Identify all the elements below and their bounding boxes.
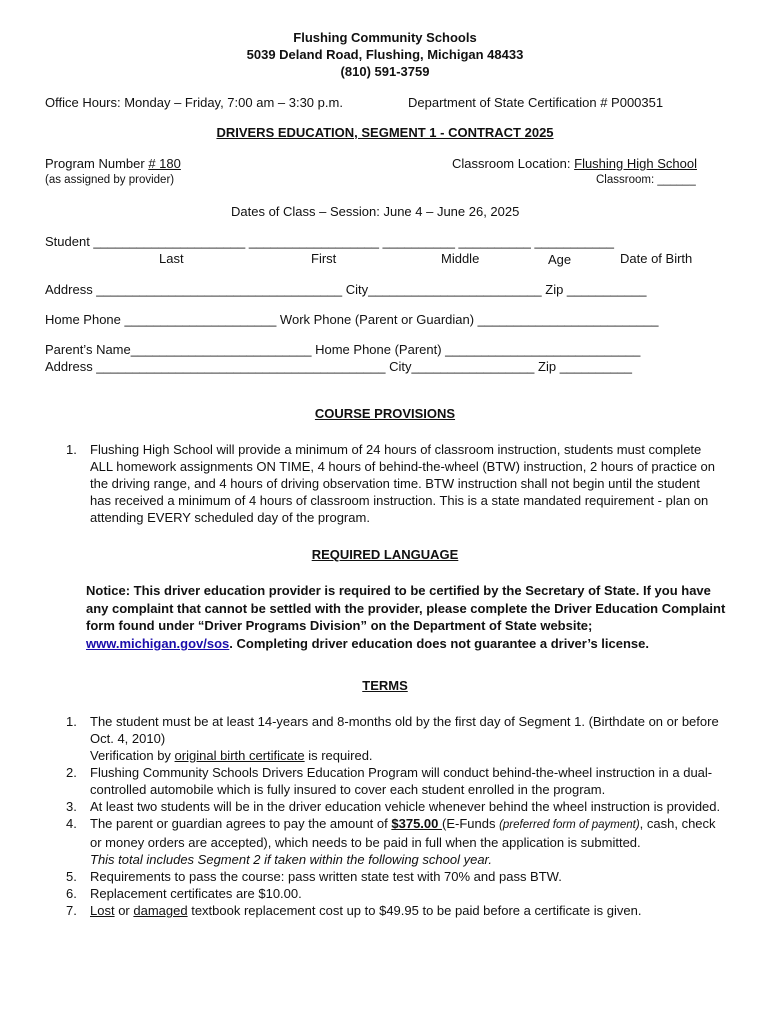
classroom-location-label: Classroom Location: (452, 156, 575, 171)
parent-name-line[interactable]: Parent’s Name_________________________ Home Phone (Parent) ___________________________ (45, 342, 641, 357)
label-last: Last (159, 251, 184, 266)
list-item (62, 885, 722, 902)
label-first: First (311, 251, 337, 266)
org-phone: (810) 591-3759 (340, 64, 430, 79)
birth-certificate-text: original birth certificate (174, 748, 305, 763)
list-item-text: The parent or guardian agrees to pay the amount of (90, 816, 392, 831)
damaged-text: damaged (133, 903, 188, 918)
list-item (62, 764, 722, 798)
list-item-number: 1. (66, 714, 77, 729)
program-number-label: Program Number (45, 156, 149, 171)
program-number (45, 155, 181, 172)
phone-line[interactable]: Home Phone _____________________ Work Phone (Parent or Guardian) _________________________ (45, 312, 659, 327)
program-number-note: (as assigned by provider) (45, 174, 175, 186)
class-dates: Dates of Class – Session: June 4 – June 26, 2025 (231, 204, 520, 219)
terms-title: TERMS (362, 678, 408, 693)
list-item-text: textbook replacement cost up to $49.95 to be paid before a certificate is given. (187, 903, 642, 918)
program-number-value: # 180 (148, 156, 181, 171)
course-provisions-title: COURSE PROVISIONS (314, 406, 456, 421)
or-text: or (114, 903, 134, 918)
classroom-location-value: Flushing High School (574, 156, 697, 171)
terms-list (62, 713, 722, 919)
notice-text: Notice: This driver education provider is required to be certified by the Secretary of State. If you have any complaint that cannot be settled with the provider, please complete the Driver Education Complaint form found under “Driver Programs Division” on the Department of State website; (86, 583, 726, 634)
org-name: Flushing Community Schools (293, 30, 477, 45)
payment-method-text: (E-Funds (441, 816, 500, 831)
org-address: 5039 Deland Road, Flushing, Michigan 48433 (246, 47, 524, 62)
payment-text-end: , cash, check or money orders are accepted), which needs to be paid in full when the application is submitted. (90, 816, 716, 850)
payment-amount: $375.00 (391, 816, 442, 831)
list-item (62, 868, 722, 885)
list-item-number: 6. (66, 886, 77, 901)
list-item (62, 798, 722, 815)
list-item (62, 815, 722, 868)
required-language-title: REQUIRED LANGUAGE (311, 547, 459, 562)
list-item (62, 441, 722, 526)
student-address-line[interactable]: Address __________________________________ City________________________ Zip ___________ (45, 282, 647, 297)
classroom-room: Classroom: ______ (596, 174, 696, 186)
list-item-text: Replacement certificates are $10.00. (90, 886, 302, 901)
classroom-location (452, 155, 697, 172)
list-item-text: Flushing High School will provide a minimum of 24 hours of classroom instruction, students must complete ALL homework assignments ON TIME, 4 hours of behind-the-wheel (BTW) instruction, 2 hours of practice on the driving range, and 4 hours of driving observation time. BTW instruction shall not begin until the student has received a minimum of 4 hours of classroom instruction. This is a state mandated requirement - plan on attending EVERY scheduled day of the program. (90, 442, 715, 525)
label-middle: Middle (441, 251, 480, 266)
list-item-number: 4. (66, 816, 77, 831)
student-name-line[interactable]: Student _____________________ __________________ __________ __________ ___________ (45, 234, 614, 249)
list-item-number: 1. (66, 442, 77, 457)
list-item (62, 902, 722, 919)
list-item-number: 3. (66, 799, 77, 814)
sos-website-link[interactable]: www.michigan.gov/sos (86, 635, 230, 651)
label-date-of-birth: Date of Birth (620, 251, 693, 266)
segment-2-note: This total includes Segment 2 if taken within the following school year. (90, 852, 493, 867)
verification-text: Verification by (90, 748, 175, 763)
label-age: Age (548, 252, 572, 267)
list-item-number: 7. (66, 903, 77, 918)
course-provisions-list (62, 441, 722, 526)
list-item-text: Requirements to pass the course: pass written state test with 70% and pass BTW. (90, 869, 562, 884)
required-language-notice (86, 582, 726, 652)
list-item-text: Flushing Community Schools Drivers Education Program will conduct behind-the-wheel instruction in a dual-controlled automobile which is fully insured to cover each student enrolled in the program. (90, 765, 713, 797)
certification-number: Department of State Certification # P000351 (408, 95, 664, 110)
list-item-text: At least two students will be in the driver education vehicle whenever behind the wheel instruction is provided. (90, 799, 721, 814)
notice-text-end: . Completing driver education does not guarantee a driver’s license. (229, 635, 650, 651)
lost-text: Lost (90, 903, 115, 918)
verification-text-end: is required. (304, 748, 373, 763)
list-item (62, 713, 722, 764)
list-item-number: 5. (66, 869, 77, 884)
office-hours: Office Hours: Monday – Friday, 7:00 am – 3:30 p.m. (45, 95, 343, 110)
parent-address-line[interactable]: Address ________________________________________ City_________________ Zip __________ (45, 359, 632, 374)
document-title: DRIVERS EDUCATION, SEGMENT 1 - CONTRACT 2025 (216, 125, 554, 140)
list-item-number: 2. (66, 765, 77, 780)
preferred-payment-note: (preferred form of payment) (499, 819, 640, 831)
list-item-text: The student must be at least 14-years and 8-months old by the first day of Segment 1. (Birthdate on or before Oct. 4, 2010) (90, 714, 719, 746)
